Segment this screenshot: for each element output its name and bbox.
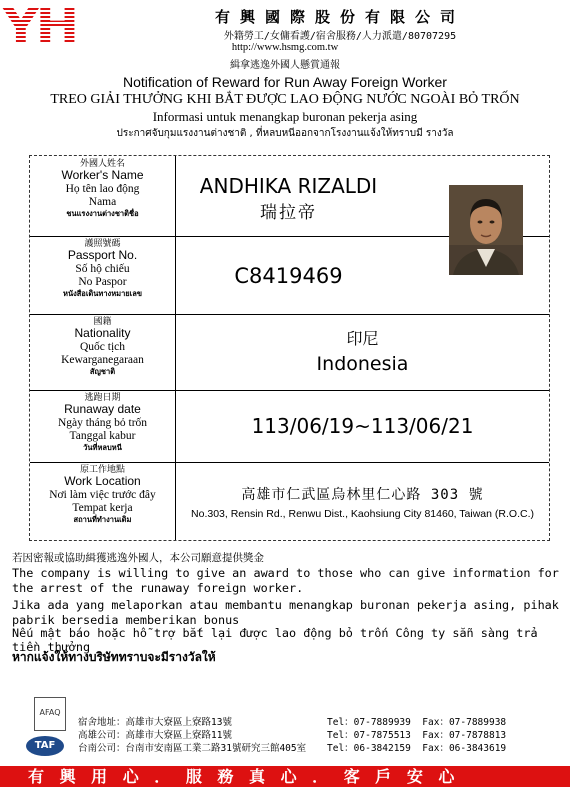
nationality-cn: 印尼 [346,329,379,348]
notice-title-en: Notification of Reward for Run Away Foreign Worker [123,74,447,90]
nationality-label-cell [30,314,176,390]
runaway-label-vi: Ngày tháng bỏ trốn [57,417,148,430]
runaway-dates: 113/06/19~113/06/21 [251,414,474,438]
work-label-id: Tempat kerja [72,502,133,515]
company-services: 外籍勞工/女傭看護/宿舍服務/人力派遣/80707295 [223,31,457,42]
work-label-vi: Nơi làm việc trước đây [49,489,156,502]
company-slogan-bar: 有 興 用 心 ． 服 務 真 心 ． 客 戶 安 心 [0,766,570,787]
passport-label-cell [30,236,176,314]
office-phones [327,716,506,755]
row-work-location [30,462,549,540]
passport-label-cn: 護照號碼 [84,239,121,249]
reward-text-cn: 若因密報或協助緝獲逃逸外國人，本公司願意提供獎金 [12,552,264,564]
phone-tainan: Tel：06-3842159 Fax：06-3843619 [327,743,507,754]
row-nationality [30,314,549,391]
nationality-label-en: Nationality [74,326,131,341]
nationality-label-id: Kewarganegaraan [61,354,144,367]
nationality-en: Indonesia [316,353,409,375]
worker-photo-graphic [449,185,523,275]
passport-label-th: หนังสือเดินทางหมายเลข [63,288,142,298]
phone-dormitory: Tel：07-7889939 Fax：07-7889938 [327,717,507,728]
name-label-cell [30,156,176,236]
address-kaohsiung: 高雄公司：高雄市大寮區上寮路11號 [78,730,232,741]
name-label-cn: 外國人姓名 [79,159,125,169]
notice-title-vi: TREO GIẢI THƯỞNG KHI BẮT ĐƯỢC LAO ĐỘNG NƯỚC NGOÀI BỎ TRỐN [50,92,520,107]
work-address-en: No.303, Rensin Rd., Renwu Dist., Kaohsiung City 81460, Taiwan (R.O.C.) [191,508,534,520]
nationality-label-cn: 國籍 [93,317,112,327]
passport-label-vi: Số hộ chiếu [75,263,130,276]
address-tainan: 台南公司：台南市安南區工業二路31號研究三館405室 [78,743,307,754]
reward-text-th: หากแจ้งให้ทางบริษัททราบจะมีรางวัลให้ [12,650,216,664]
office-addresses [78,716,306,755]
notice-title-id: Informasi untuk menangkap buronan pekerja asing [152,109,418,124]
runaway-label-en: Runaway date [64,402,141,417]
nationality-label-vi: Quốc tịch [79,341,126,354]
runaway-label-cn: 逃跑日期 [84,393,121,403]
reward-text-id: Jika ada yang melaporkan atau membantu menangkap buronan pekerja asing, pihak pabrik bersedia memberikan bonus [12,598,559,627]
name-label-th: ชนแรงงานต่างชาติชื่อ [66,208,139,218]
notice-title-th: ประกาศจับกุมแรงงานต่างชาติ , ที่หลบหนีออกจากโรงงานแจ้งให้ทราบมี รางวัล [116,128,454,139]
nationality-value-cell [176,314,549,402]
afaq-label: AFAQ [39,708,61,717]
runaway-label-id: Tanggal kabur [69,430,136,443]
name-label-id: Nama [88,196,117,209]
name-label-vi: Họ tên lao động [65,183,140,196]
work-address-cn: 高雄市仁武區烏林里仁心路 303 號 [241,487,484,503]
worker-name-en: ANDHIKA RIZALDI [199,174,378,198]
passport-label-en: Passport No. [67,248,138,263]
worker-info-table [29,155,550,541]
company-url: http://www.hsmg.com.tw [231,42,339,53]
runaway-label-th: วันที่หลบหนี [83,442,122,452]
work-label-en: Work Location [64,474,141,489]
passport-number: C8419469 [234,264,343,288]
work-value-cell [176,462,549,562]
work-label-th: สถานที่ทำงานเดิม [73,514,132,524]
notice-title-cn: 緝拿逃逸外國人懸賞通報 [230,60,340,71]
phone-kaohsiung: Tel：07-7875513 Fax：07-7878813 [327,730,507,741]
reward-text-en: The company is willing to give an award to those who can give information for the arrest of the runaway foreign worker. [12,566,559,595]
row-runaway-date [30,390,549,463]
runaway-label-cell [30,390,176,462]
nationality-label-th: สัญชาติ [89,366,116,376]
name-label-en: Worker's Name [61,168,144,183]
worker-photo [449,185,523,275]
reward-text-vi: Nếu mật báo hoặc hỗ trợ bắt lại được lao động bỏ trốn Công ty sẵn sàng trả tiền thưởng [12,626,538,654]
company-name: 有興國際股份有限公司 [214,8,465,26]
taf-certification-logo: TAF [26,736,64,756]
work-label-cn: 原工作地點 [79,465,125,475]
address-dormitory: 宿舍地址：高雄市大寮區上寮路13號 [78,717,232,728]
afaq-certification-logo [34,697,66,731]
passport-label-id: No Paspor [78,276,127,289]
worker-name-cn: 瑞拉帝 [260,203,317,223]
work-label-cell [30,462,176,540]
svg-text:YH: YH [2,0,76,50]
